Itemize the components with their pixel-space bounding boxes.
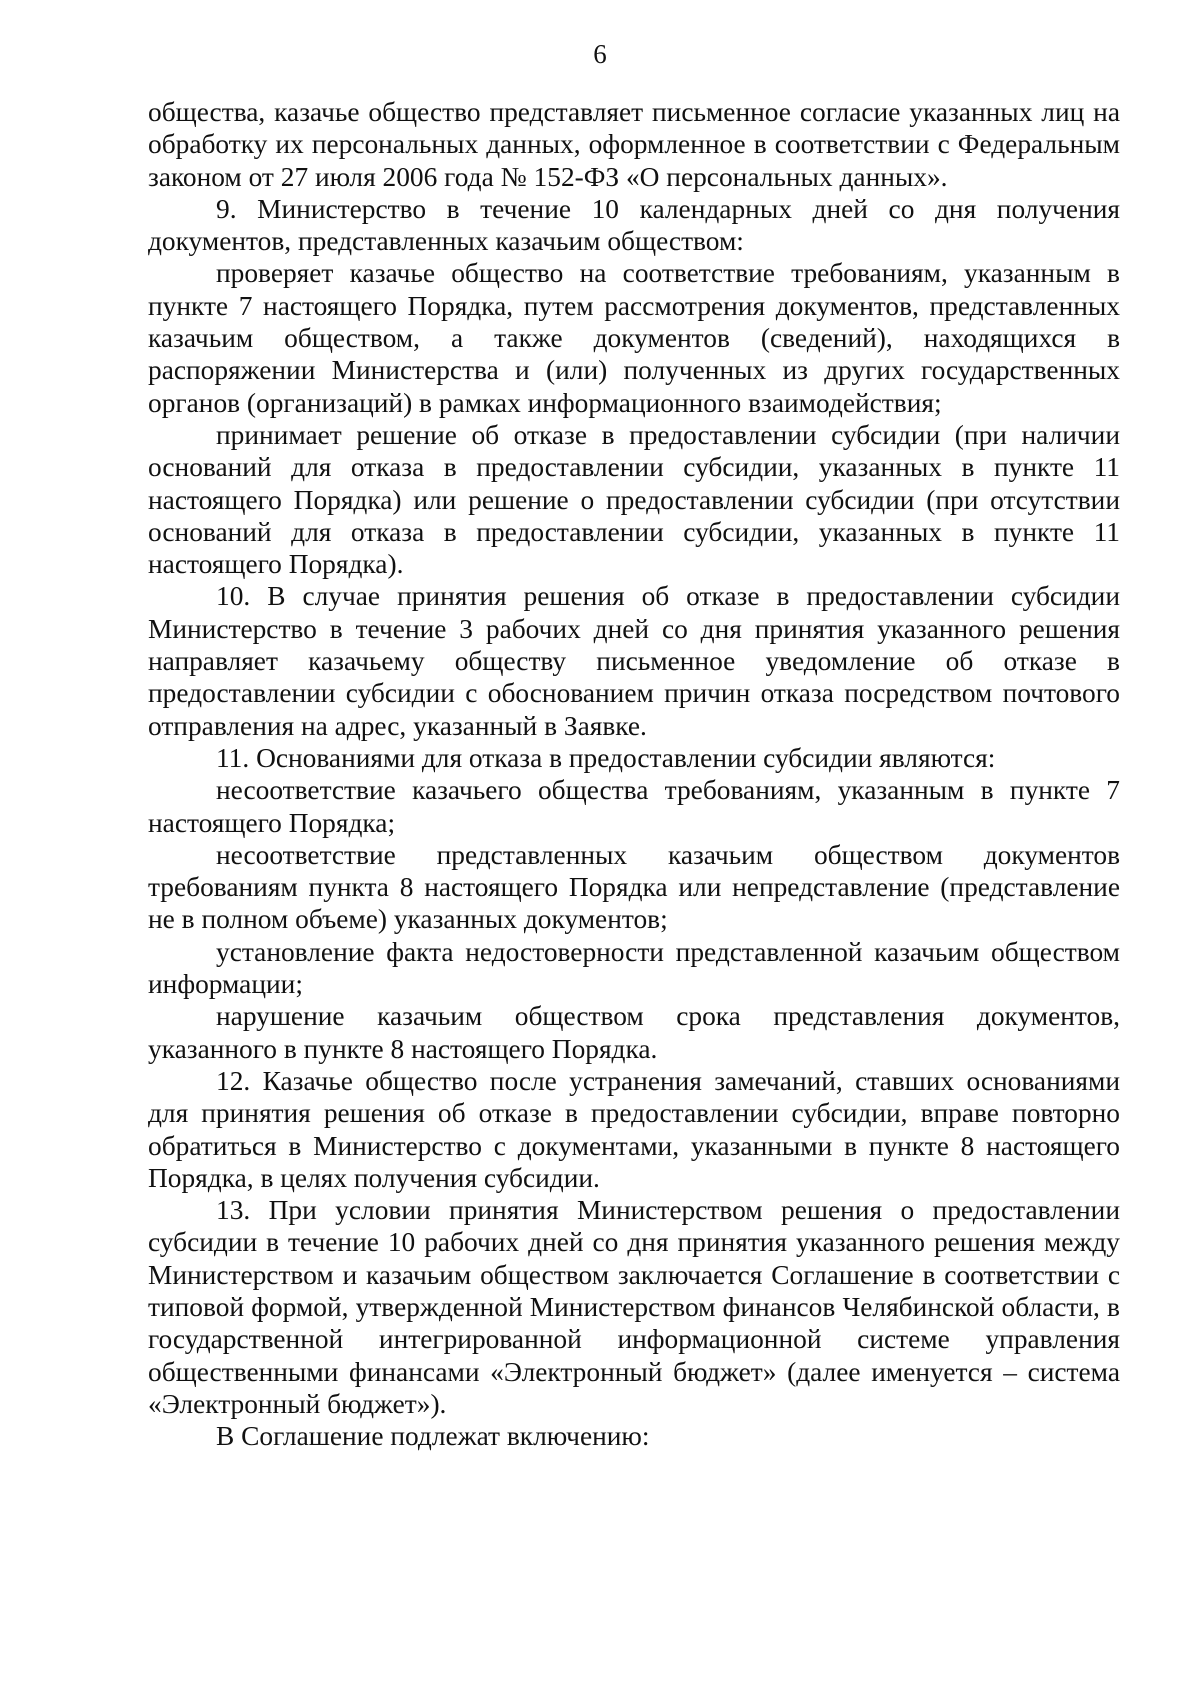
paragraph-agreement-contents: В Соглашение подлежат включению: (216, 1421, 650, 1452)
document-body (148, 96, 1120, 1452)
paragraph-ground-1: несоответствие казачьего общества требованиям, указанным в пункте 7 настоящего Порядка; (148, 775, 1120, 838)
paragraph-item-12: 12. Казачье общество после устранения замечаний, ставших основаниями для принятия решения об отказе в предоставлении субсидии, вправе повторно обратиться в Министерство с документами, указанными в пункте 8 настоящего Порядка, в целях получения субсидии. (148, 1065, 1120, 1193)
paragraph-item-13: 13. При условии принятия Министерством решения о предоставлении субсидии в течение 10 рабочих дней со дня принятия указанного решения между Министерством и казачьим обществом заключается Соглашение в соответствии с типовой формой, утвержденной Министерством финансов Челябинской области, в государственной интегрированной информационной системе управления общественными финансами «Электронный бюджет» (далее именуется – система «Электронный бюджет»). (148, 1195, 1120, 1419)
paragraph-make-decision: принимает решение об отказе в предоставлении субсидии (при наличии оснований для отказа в предоставлении субсидии, указанных в пункте 11 настоящего Порядка) или решение о предоставлении субсидии (при отсутствии оснований для отказа в предоставлении субсидии, указанных в пункте 11 настоящего Порядка). (148, 419, 1120, 580)
paragraph-ground-3: установление факта недостоверности представленной казачьим обществом информации; (148, 936, 1120, 1000)
paragraph-item-9: 9. Министерство в течение 10 календарных дней со дня получения документов, представленных казачьим обществом: (148, 193, 1120, 257)
paragraph-ground-4: нарушение казачьим обществом срока представления документов, указанного в пункте 8 настоящего Порядка. (148, 1001, 1120, 1064)
paragraph-ground-2: несоответствие представленных казачьим обществом документов требованиям пункта 8 настоящего Порядка или непредставление (представление не в полном объеме) указанных документов; (148, 839, 1120, 935)
paragraph-check-society: проверяет казачье общество на соответствие требованиям, указанным в пункте 7 настоящего Порядка, путем рассмотрения документов, представленных казачьим обществом, а также документов (сведений), находящихся в распоряжении Министерства и (или) полученных из других государственных органов (организаций) в рамках информационного взаимодействия; (148, 258, 1120, 418)
paragraph-item-10: 10. В случае принятия решения об отказе в предоставлении субсидии Министерство в течение 3 рабочих дней со дня принятия указанного решения направляет казачьему обществу письменное уведомление об отказе в предоставлении субсидии с обоснованием причин отказа посредством почтового отправления на адрес, указанный в Заявке. (148, 581, 1120, 741)
paragraph-item-11: 11. Основаниями для отказа в предоставлении субсидии являются: (216, 742, 996, 773)
page-number: 6 (593, 39, 607, 69)
paragraph-continuation: общества, казачье общество представляет письменное согласие указанных лиц на обработку их персональных данных, оформленное в соответствии с Федеральным законом от 27 июля 2006 года № 152-ФЗ «О персональных данных». (148, 97, 1120, 192)
